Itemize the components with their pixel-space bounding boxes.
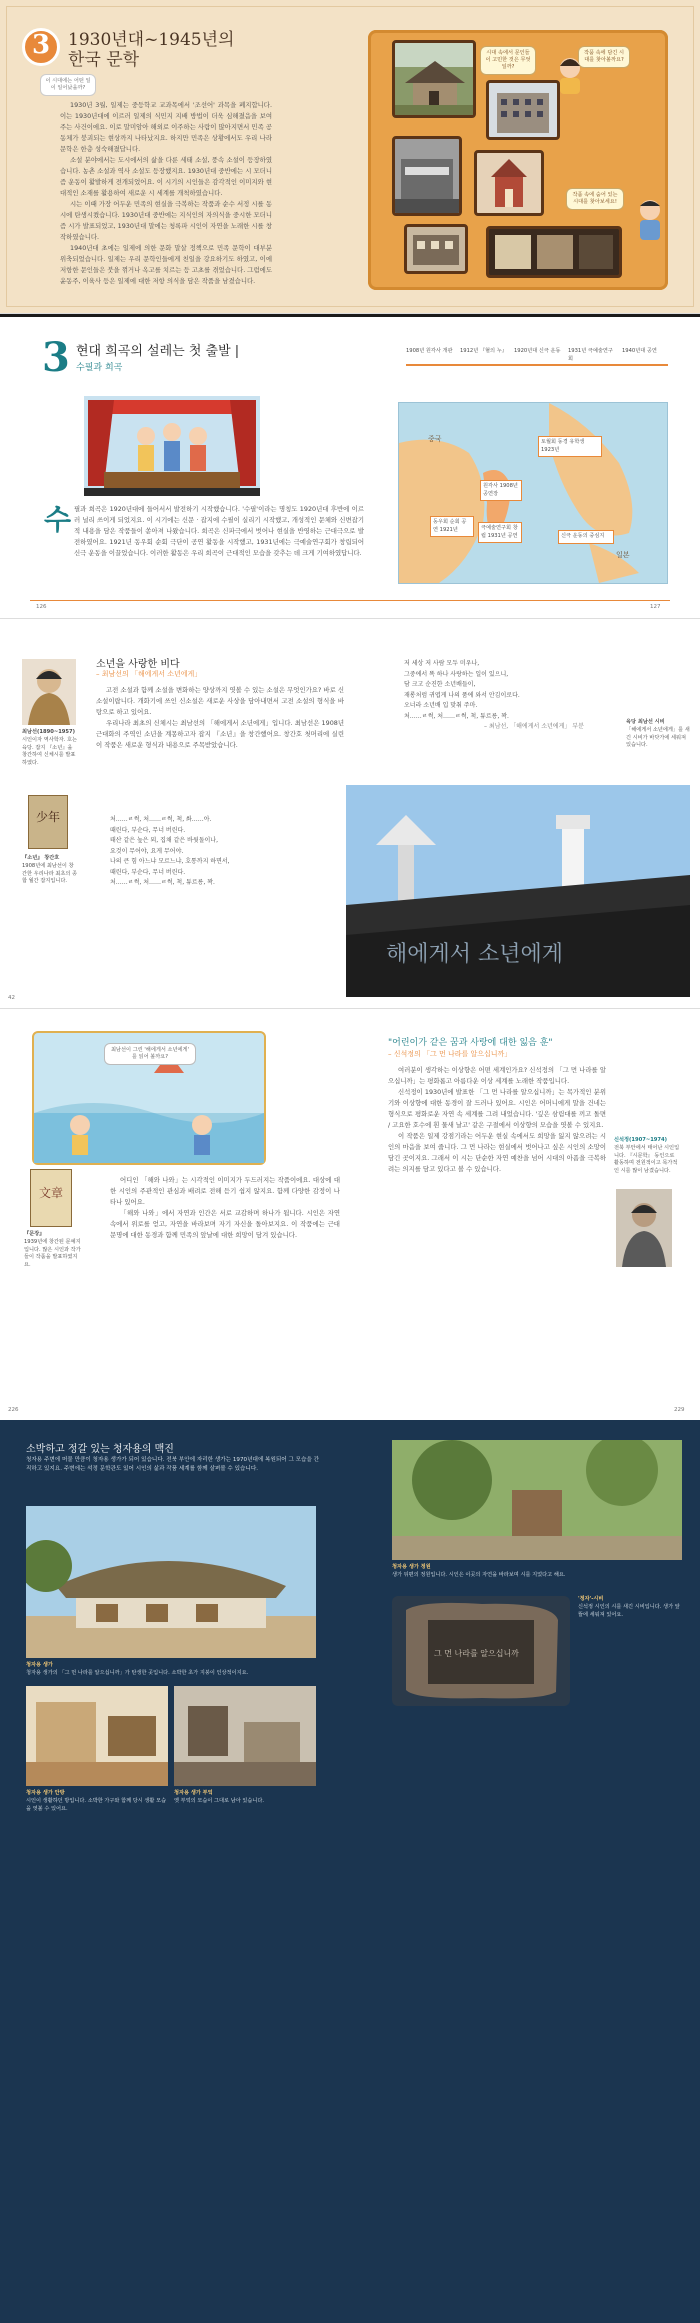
page-drama-essay <box>0 313 700 618</box>
portrait-caption-title: 최남선(1890~1957) <box>22 729 75 735</box>
map-note: 극예술연구회 창립 1931년 공연 <box>478 522 522 543</box>
body-text: 필과 희곡은 1920년대에 들어서서 발전하기 시작했습니다. '수필'이라는 명칭도 1920년대 후반에 이르러 널리 쓰이게 되었지요. 이 시기에는 신문 · 잡지에 수필이 실리기 시작했고, 개성적인 문체와 신변잡기적 내용을 담은 작품들이 쏟아져 나왔습니다. 희곡은 신파극에서 벗어나 현실을 반영하는 근대극으로 발전하였어요. 1921년 동우회 순회 극단이 공연 활동을 시작했고, 1931년에는 극예술연구회가 창립되어 신극 운동을 이끌었습니다. 이러한 활동은 우리 희곡이 근대적인 모습을 갖추는 데 크게 기여하였답니다. <box>74 505 364 557</box>
book-caption: 1939년에 창간된 문예지입니다. 많은 시인과 작가들이 작품을 발표하였지요. <box>24 1239 81 1268</box>
paragraph: 시는 이때 가장 어두운 민족의 현실을 극복하는 작품과 순수 서정 시를 동시에 탄생시켰습니다. 1930년대 중반에는 지식인의 자의식을 중시한 모더니즘 시가 발표되었고, 1930년대 말에는 청록파 시인이 자연을 노래한 시를 창작하였습니다. <box>60 200 272 241</box>
caption-garden: 생가 뒤편의 정원입니다. 시인은 이곳의 자연을 바라보며 시를 지었다고 해요. <box>392 1572 566 1578</box>
poem-line: 처……ㄹ썩, 처……ㄹ썩, 척, 튜르릉, 꽉. <box>404 712 509 720</box>
timeline-item: 1940년대 공연 <box>622 348 657 354</box>
callout-right: 작품 속에 담긴 시대를 찾아볼까요? <box>578 46 630 68</box>
poem-line: 담 크고 순진한 소년배들이, <box>404 681 476 688</box>
photo-frame-tower <box>474 150 544 216</box>
page-number-right: 229 <box>674 1407 685 1413</box>
poem-line: 태산 같은 높은 뫼, 집채 같은 바윗돌이나, <box>110 837 218 844</box>
paragraph: 소설 분야에서는 도시에서의 삶을 다룬 세태 소설, 풍속 소설이 등장하였습니다. 농촌 소설과 역사 소설도 등장했지요. 1930년대 중반에는 시 모더니즘 운동이 활발하게 전개되었어요. 이 시기의 시인들은 감각적인 이미지와 현대적인 소재를 활용하여 새로운 시 세계를 개척하였습니다. <box>60 156 272 197</box>
paragraph: 어디인 「해와 나와」는 시각적인 이미지가 두드러지는 작품이에요. 대상에 대한 시인의 주관적인 관심과 배려로 전해 듣기 쉽지 않지요. 함께 다양한 감정이 나타나 있어요. <box>110 1176 340 1206</box>
caption-garden-title: 청자용 생가 정원 <box>392 1564 431 1570</box>
map-note: 신극 운동의 중심지 <box>558 530 614 544</box>
timeline-item: 1920년대 신극 운동 <box>514 348 561 354</box>
paragraph: 1940년대 초에는 일제에 의한 문화 말살 정책으로 민족 문학이 대부분 위축되었습니다. 일제는 우리 문학인들에게 친일을 강요하기도 하였고, 이에 저항한 문인들은 붓을 꺾거나 옥고를 치르는 등 고초를 겪었습니다. 그럼에도 윤동주, 이육사 등은 일제에 대한 저항 의식을 담은 작품을 남겼습니다. <box>60 244 272 285</box>
page-title <box>68 30 234 70</box>
book-caption-title: 『문장』 <box>24 1231 45 1237</box>
section-title: 현대 희곡의 설레는 첫 출발 | <box>76 344 240 359</box>
book-cover-title: 文章 <box>38 1186 63 1200</box>
title-line-1: 1930년대~1945년의 <box>68 30 235 50</box>
map-label-china: 중국 <box>428 435 442 443</box>
caption-stele-title: '정자'-시비 <box>578 1596 604 1602</box>
portrait-shin-seokjeong <box>616 1189 672 1267</box>
paragraph: 신석정이 1930년에 발표한 「그 먼 나라를 알으십니까」는 목가적인 분위기와 이상향에 대한 동경이 잘 드러나 있어요. 시인은 어머니에게 말을 건네는 형식으로 평화로운 자연 속 세계를 그려 내었습니다. '깊은 삼림대를 끼고 돌면 / 고요한 호수에 흰 물새 날고' 같은 구절에서 이상향의 모습을 엿볼 수 있지요. <box>388 1088 606 1129</box>
room-interior <box>26 1686 168 1786</box>
timeline-item: 1931년 극예술연구회 <box>568 348 613 362</box>
caption-kitchen: 옛 부엌의 모습이 그대로 남아 있습니다. <box>174 1798 265 1804</box>
section-subheading: – 최남선의 「해에게서 소년에게」 <box>96 670 202 678</box>
poem-line: 나의 큰 힘 아느냐 모르느냐, 호통까지 하면서, <box>110 858 230 865</box>
photo-frame-house <box>392 40 476 118</box>
page-choi-namseon <box>0 618 700 1008</box>
page-number-left: 42 <box>8 995 15 1001</box>
monument-carved-text: 해에게서 소년에게 <box>386 942 564 967</box>
paragraph: 여러분이 생각하는 이상향은 어떤 세계인가요? 신석정의 「그 먼 나라를 알으십니까」는 평화롭고 아름다운 이상 세계를 노래한 작품입니다. <box>388 1066 606 1085</box>
birthplace-room-photo <box>26 1686 168 1786</box>
speech-bubble: 이 시대에는 어떤 일이 일어났을까? <box>40 74 96 96</box>
poem-line: 요것이 무어야, 요게 무어야. <box>110 847 184 855</box>
title-line-2: 한국 문학 <box>68 50 140 70</box>
map-note: 원각사 1908년 공연장 <box>480 480 522 501</box>
poem-excerpt <box>110 815 342 889</box>
page-number-left: 126 <box>36 604 47 610</box>
portrait-caption: 전북 부안에서 태어난 시인입니다. 『시문학』 동인으로 활동하며 전원적이고 목가적인 시를 많이 남겼습니다. <box>614 1145 680 1174</box>
temple-photo <box>395 43 473 115</box>
paragraph: 우리나라 최초의 신체시는 최남선의 「해에게서 소년에게」입니다. 최남선은 1908년 근대화의 주역인 소년을 계몽하고자 잡지 『소년』을 창간했어요. 창간호 첫머리에 실린 이 작품은 새로운 형식과 내용으로 주목받았습니다. <box>96 719 344 749</box>
poem-line: 때린다, 부순다, 무너 버린다. <box>110 826 186 834</box>
poem-source: – 최남선, 「해에게서 소년에게」 부분 <box>484 723 584 730</box>
bottom-rule <box>30 600 670 601</box>
birthplace-kitchen-photo <box>174 1686 316 1786</box>
poem-line: 오너라 소년배 입 맞춰 주마. <box>404 702 478 709</box>
stele-carved-text: 그 먼 나라를 알으십니까 <box>434 1649 519 1658</box>
building-photo <box>489 83 557 137</box>
monument-caption: 「해에게서 소년에게」를 새긴 시비가 바닷가에 세워져 있습니다. <box>626 727 690 748</box>
paragraph: 고전 소설과 함께 소설을 변화하는 양상까지 엿볼 수 있는 소설은 무엇인가요? 바로 신소설이랍니다. 개화기에 쓰인 신소설은 새로운 사상을 담아내면서 고전 소설의 형식을 바탕으로 하고 있어요. <box>96 686 344 716</box>
page-1930s-literature <box>0 0 700 313</box>
paragraph: 1930년 3월, 일제는 중등학교 교과목에서 '조선어' 과목을 폐지합니다. 이는 1930년대에 이르러 일제의 식민지 지배 방법이 더욱 심해졌음을 보여 주는 사건이에요. 이로 말미암아 해외로 이주하는 사람이 많아지면서 민족 공동체가 붕괴되는 현상까지 나타났지요. 하지만 민족은 상황에서도 우리 나라 문학은 한층 성숙해졌답니다. <box>60 101 272 153</box>
monument-caption-title: 육당 최남선 시비 <box>626 719 665 725</box>
section-heading: "어린이가 같은 꿈과 사랑에 대한 잃음 훈" <box>388 1038 553 1048</box>
poem-line: 처……ㄹ썩, 처……ㄹ썩, 척, 튜르릉, 꽉. <box>110 879 215 886</box>
character-boy-illustration <box>630 196 670 242</box>
body-text-right <box>388 1065 606 1175</box>
section-heading: 소년을 사랑한 비다 <box>96 659 180 670</box>
page-number-left: 226 <box>8 1407 19 1413</box>
caption-house-title: 청자용 생가 <box>26 1662 53 1668</box>
map-note: 토월회 동경 유학생 1923년 <box>538 436 602 457</box>
chapter-number: 3 <box>42 334 70 381</box>
thatched-house-scene <box>26 1506 316 1658</box>
tower-photo <box>477 153 541 213</box>
top-rule <box>0 314 700 317</box>
timeline-item: 1908년 원각사 개관 <box>406 348 453 354</box>
book-caption-title: 『소년』 창간호 <box>22 855 60 861</box>
photo-frame-scene <box>486 226 622 278</box>
portrait-caption-title: 신석정(1907~1974) <box>614 1137 667 1143</box>
book-caption: 1908년에 최남선이 창간한 우리나라 최초의 종합 월간 잡지입니다. <box>22 863 78 884</box>
book-cover-sonyeon <box>28 795 68 849</box>
timeline <box>406 348 668 382</box>
kitchen-interior <box>174 1686 316 1786</box>
garden-scene <box>392 1440 682 1560</box>
section-heading: 소박하고 정갈 있는 청자용의 맥진 <box>26 1444 174 1455</box>
caption-house: 청자용 생가의 「그 먼 나라를 알으십니까」가 탄생한 곳입니다. 소박한 초가 지붕이 인상적이지요. <box>26 1670 249 1676</box>
poem-line: 저 세상 저 사람 모두 미우나, <box>404 660 480 667</box>
callout-left: 시대 속에서 문인들이 고민한 것은 무엇일까? <box>480 46 536 75</box>
poem-line: 때린다, 부순다, 무너 버린다. <box>110 868 186 876</box>
page-number-right: 127 <box>650 604 661 610</box>
section-subtitle: 수필과 희곡 <box>76 363 123 373</box>
photo-frame-hall <box>404 224 468 274</box>
character-girl-illustration <box>550 54 590 94</box>
poem-excerpt-continued <box>404 659 624 733</box>
body-text-left <box>110 1175 340 1241</box>
drop-cap: 수 <box>44 503 72 536</box>
body-text <box>96 685 344 751</box>
timeline-item: 1912년 『혈의 누』 <box>460 348 507 354</box>
caption-room: 시인이 생활하던 방입니다. 소박한 가구와 함께 당시 생활 모습을 엿볼 수 있어요. <box>26 1798 167 1812</box>
caption-stele: 신석정 시인의 시를 새긴 시비입니다. 생가 앞뜰에 세워져 있어요. <box>578 1604 680 1618</box>
poem-line: 처……ㄹ썩, 처……ㄹ썩, 척, 쏴……아. <box>110 816 212 823</box>
paragraph: 이 작품은 일제 강점기라는 어두운 현실 속에서도 희망을 잃지 않으려는 시인의 마음을 보여 줍니다. 그 먼 나라는 현실에서 벗어나고 싶은 시인의 소망이 담긴 곳이지요. 그래서 이 시는 단순한 자연 예찬을 넘어 시대의 아픔을 극복하려는 의지를 담고 있다고 볼 수 있습니다. <box>388 1132 606 1173</box>
poem-line: 재롱처럼 귀엽게 나의 품에 와서 안김이로다. <box>404 691 520 699</box>
callout-bottom: 작품 속에 숨어 있는 시대를 찾아보세요! <box>566 188 624 210</box>
street-photo <box>395 139 459 213</box>
portrait-choi-namseon <box>22 659 76 725</box>
poem-line: 그중에서 똑 하나 사랑하는 일이 있으니, <box>404 670 509 678</box>
cartoon-speech-bubble: 최남선이 그린 '해에게서 소년에게' 를 읽어 볼까요? <box>104 1043 196 1065</box>
timeline-line <box>406 364 668 366</box>
map-label-japan: 일본 <box>616 551 630 559</box>
caption-room-title: 청자용 생가 안방 <box>26 1790 65 1796</box>
photo-frame-building <box>486 80 560 140</box>
section-subheading: – 신석정의 「그 먼 나라를 알으십니까」 <box>388 1050 512 1058</box>
book-cover-title: 少年 <box>35 810 60 824</box>
theater-stage-illustration <box>84 396 260 496</box>
poem-stele-photo <box>392 1596 570 1706</box>
hall-photo <box>407 227 465 271</box>
page-birthplace <box>0 1420 700 2323</box>
intro-text: 청자용 주변에 머물 만큼이 청자용 생가가 되어 있습니다. 전북 부안에 자리한 생가는 1970년대에 복원되어 그 모습을 간직하고 있지요. 주변에는 석정 문학관도 있어 시인의 삶과 작품 세계를 함께 살펴볼 수 있습니다. <box>26 1457 320 1472</box>
map-note: 동우회 순회 공연 1921년 <box>430 516 474 537</box>
book-cover-munjang <box>30 1169 72 1227</box>
paragraph: 「해와 나와」에서 자연과 인간은 서로 교감하며 하나가 됩니다. 시인은 자연 속에서 위로를 얻고, 자연을 바라보며 자기 자신을 돌아보지요. 이 작품에는 근대 문명에 대한 동경과 함께 민족의 앞날에 대한 희망이 담겨 있습니다. <box>110 1209 340 1239</box>
photo-frame-street <box>392 136 462 216</box>
intro-text <box>60 100 272 287</box>
chapter-number: 3 <box>31 30 51 60</box>
birthplace-garden-photo <box>392 1440 682 1560</box>
scene-photo <box>489 229 619 275</box>
monument-photo <box>346 785 690 997</box>
lighthouse-monument-scene <box>346 785 690 997</box>
page-shin-seokjeong <box>0 1008 700 1420</box>
stele-scene <box>392 1596 570 1706</box>
birthplace-house-photo <box>26 1506 316 1658</box>
portrait-caption: 시인이자 역사학자. 호는 육당. 잡지 『소년』을 창간하여 신체시를 발표하였다. <box>22 737 78 766</box>
caption-kitchen-title: 청자용 생가 부엌 <box>174 1790 213 1796</box>
